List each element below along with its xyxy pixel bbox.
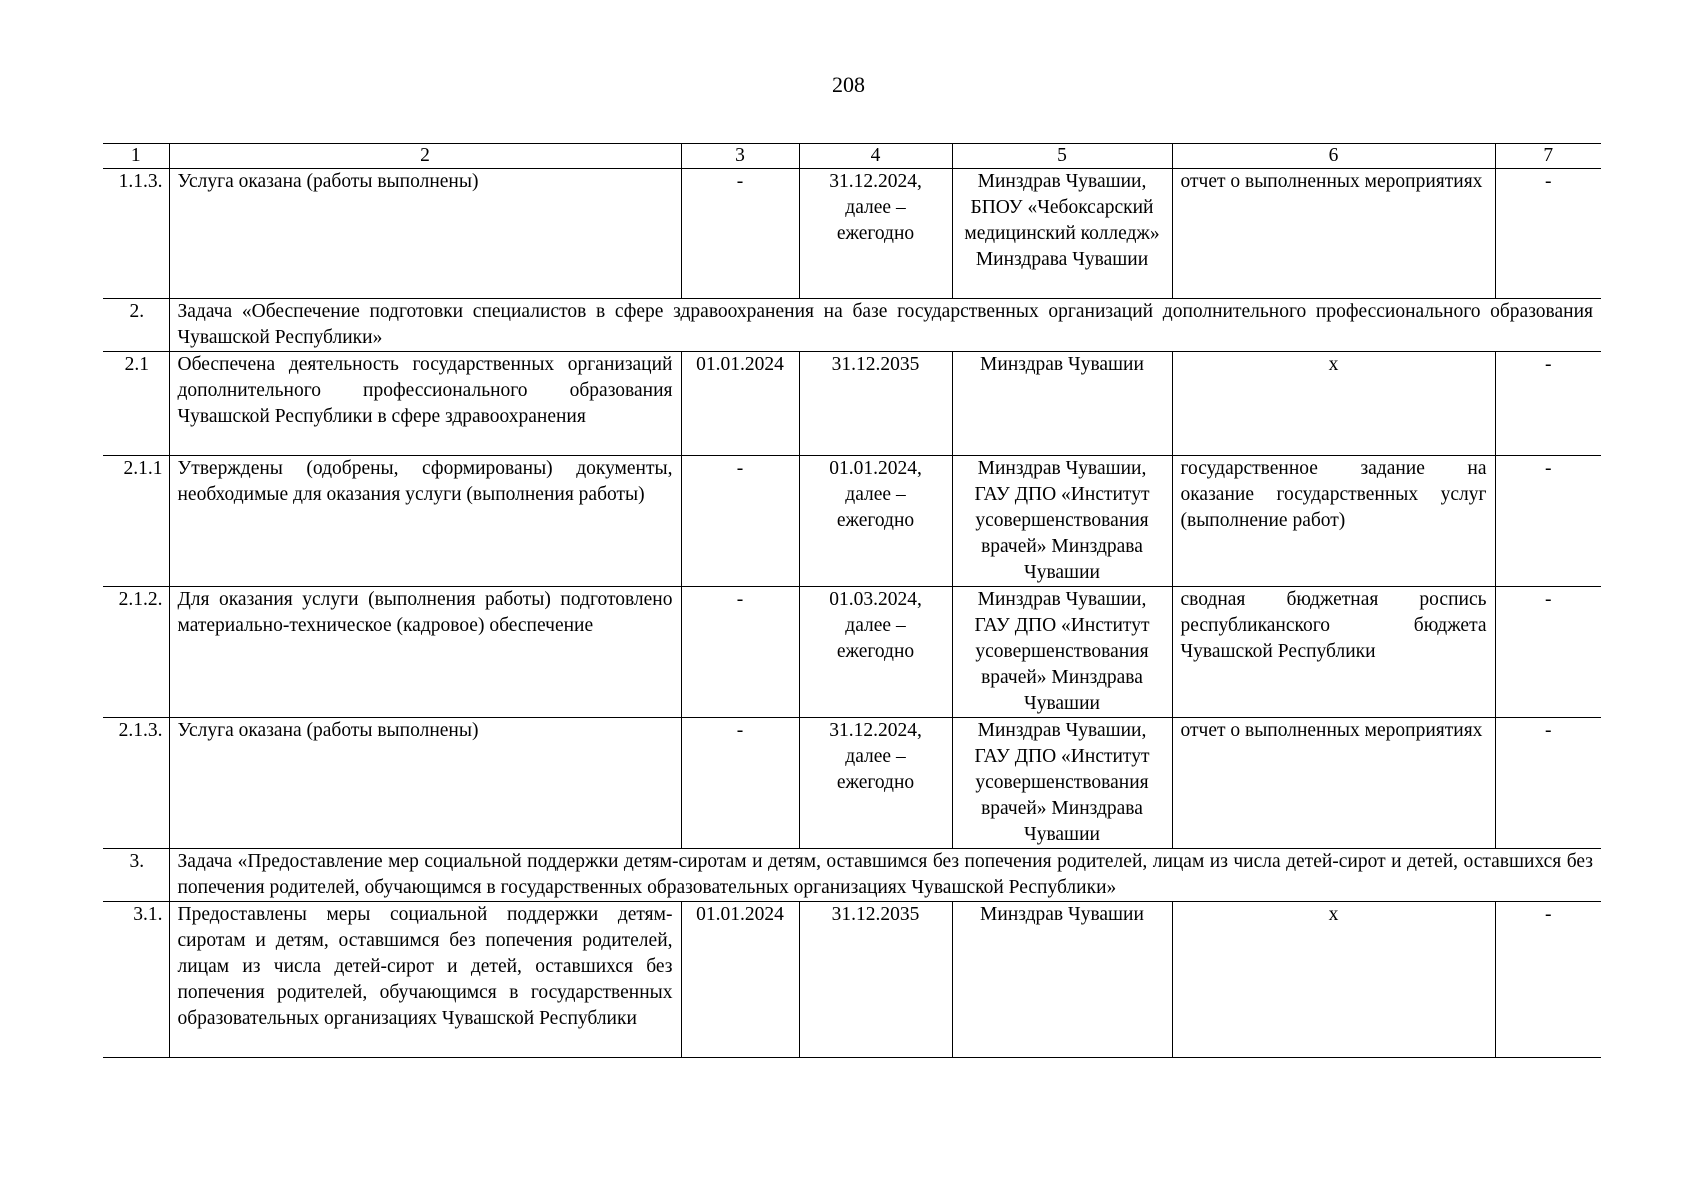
column-header: 1	[103, 144, 169, 169]
row-responsible: Минздрав Чувашии	[952, 352, 1172, 456]
row-start-date: -	[681, 169, 799, 299]
row-col7: -	[1495, 587, 1601, 718]
row-responsible: Минздрав Чувашии, ГАУ ДПО «Институт усовершенствования врачей» Минздрава Чувашии	[952, 718, 1172, 849]
row-description: Услуга оказана (работы выполнены)	[169, 718, 681, 849]
row-result: отчет о выполненных мероприятиях	[1172, 718, 1495, 849]
row-result: x	[1172, 902, 1495, 1058]
row-responsible: Минздрав Чувашии, ГАУ ДПО «Институт усовершенствования врачей» Минздрава Чувашии	[952, 456, 1172, 587]
table-row	[103, 456, 1601, 587]
row-responsible: Минздрав Чувашии, ГАУ ДПО «Институт усовершенствования врачей» Минздрава Чувашии	[952, 587, 1172, 718]
table-row	[103, 718, 1601, 849]
plan-table	[103, 143, 1601, 1058]
task-row	[103, 299, 1601, 352]
row-col7: -	[1495, 456, 1601, 587]
row-number: 3.1.	[103, 902, 169, 1058]
row-number: 2.1.3.	[103, 718, 169, 849]
row-responsible: Минздрав Чувашии	[952, 902, 1172, 1058]
row-end-date: 31.12.2024, далее – ежегодно	[799, 169, 952, 299]
table-row	[103, 352, 1601, 456]
column-header: 6	[1172, 144, 1495, 169]
column-header: 7	[1495, 144, 1601, 169]
row-number: 2.1.1	[103, 456, 169, 587]
table-row	[103, 587, 1601, 718]
row-col7: -	[1495, 169, 1601, 299]
column-header: 5	[952, 144, 1172, 169]
row-start-date: -	[681, 587, 799, 718]
row-end-date: 31.12.2024, далее – ежегодно	[799, 718, 952, 849]
row-description: Для оказания услуги (выполнения работы) подготовлено материально-техническое (кадровое) обеспечение	[169, 587, 681, 718]
row-description: Утверждены (одобрены, сформированы) документы, необходимые для оказания услуги (выполнения работы)	[169, 456, 681, 587]
row-result: государственное задание на оказание государственных услуг (выполнение работ)	[1172, 456, 1495, 587]
task-number: 3.	[103, 849, 169, 902]
row-start-date: 01.01.2024	[681, 352, 799, 456]
column-header: 3	[681, 144, 799, 169]
table-row	[103, 169, 1601, 299]
task-text: Задача «Предоставление мер социальной поддержки детям-сиротам и детям, оставшимся без попечения родителей, лицам из числа детей-сирот и детей, оставшихся без попечения родителей, обучающимся в государственных образовательных организациях Чувашской Республики»	[169, 849, 1601, 902]
row-col7: -	[1495, 352, 1601, 456]
row-start-date: -	[681, 718, 799, 849]
row-number: 2.1	[103, 352, 169, 456]
row-start-date: 01.01.2024	[681, 902, 799, 1058]
column-header: 2	[169, 144, 681, 169]
column-header: 4	[799, 144, 952, 169]
row-result: отчет о выполненных мероприятиях	[1172, 169, 1495, 299]
row-result: x	[1172, 352, 1495, 456]
task-row	[103, 849, 1601, 902]
table-row	[103, 902, 1601, 1058]
row-col7: -	[1495, 902, 1601, 1058]
row-end-date: 31.12.2035	[799, 902, 952, 1058]
row-number: 2.1.2.	[103, 587, 169, 718]
row-end-date: 01.03.2024, далее – ежегодно	[799, 587, 952, 718]
row-end-date: 01.01.2024, далее – ежегодно	[799, 456, 952, 587]
row-description: Услуга оказана (работы выполнены)	[169, 169, 681, 299]
row-start-date: -	[681, 456, 799, 587]
row-description: Обеспечена деятельность государственных организаций дополнительного профессионального образования Чувашской Республики в сфере здравоохранения	[169, 352, 681, 456]
table-header-row	[103, 144, 1601, 169]
task-text: Задача «Обеспечение подготовки специалистов в сфере здравоохранения на базе государственных организаций дополнительного профессионального образования Чувашской Республики»	[169, 299, 1601, 352]
page-number: 208	[832, 72, 865, 97]
row-description: Предоставлены меры социальной поддержки детям-сиротам и детям, оставшимся без попечения родителей, лицам из числа детей-сирот и детей, оставшихся без попечения родителей, обучающимся в государственных образовательных организациях Чувашской Республики	[169, 902, 681, 1058]
row-col7: -	[1495, 718, 1601, 849]
row-responsible: Минздрав Чувашии, БПОУ «Чебоксарский медицинский колледж» Минздрава Чувашии	[952, 169, 1172, 299]
row-number: 1.1.3.	[103, 169, 169, 299]
row-end-date: 31.12.2035	[799, 352, 952, 456]
task-number: 2.	[103, 299, 169, 352]
row-result: сводная бюджетная роспись республиканского бюджета Чувашской Республики	[1172, 587, 1495, 718]
